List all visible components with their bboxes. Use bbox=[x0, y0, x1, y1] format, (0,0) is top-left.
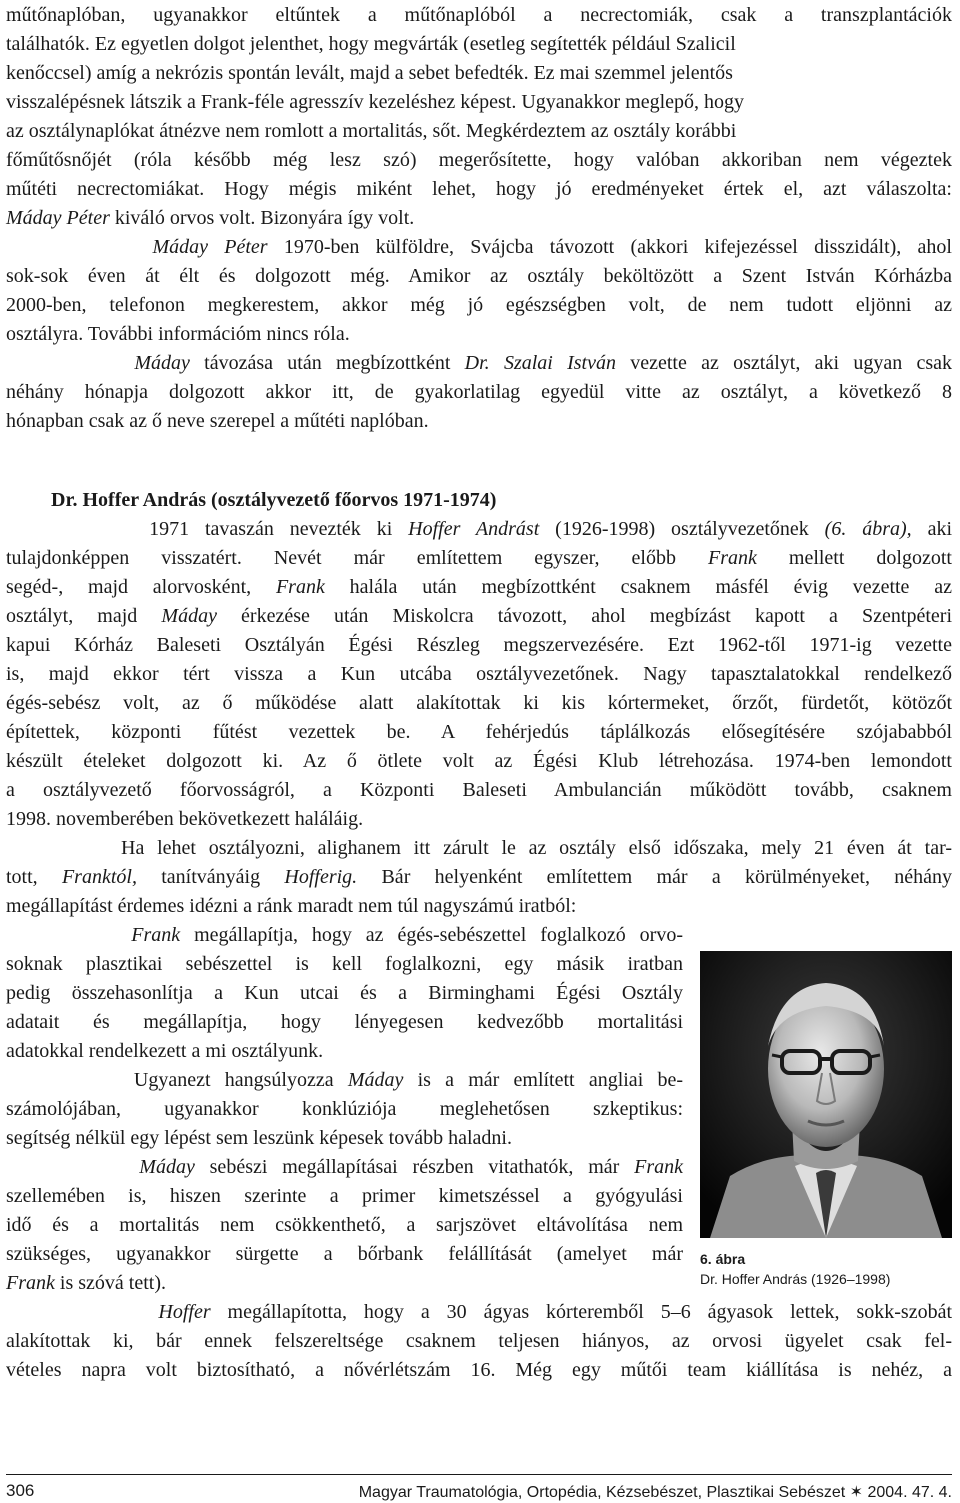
text-run: a osztályvezető főorvosságról, a Központi Baleseti Ambulancián működött tovább, csaknem bbox=[6, 779, 952, 801]
text-line bbox=[6, 406, 952, 436]
text-line bbox=[6, 891, 952, 921]
portrait-photo-icon bbox=[700, 951, 952, 1238]
text-line bbox=[6, 717, 952, 747]
text-line bbox=[6, 1123, 683, 1153]
text-run: néhány hónapja dolgozott akkor itt, de gyakorlatilag egyedül vitte az osztályt, a következő 8 bbox=[6, 381, 952, 403]
text-run: készült ételeket dolgozott ki. Az ő ötlete volt az Égési Klub létrehozása. 1974-ben lemondott bbox=[6, 750, 952, 772]
text-run: pedig összehasonlítja a Kun utcai és a Birminghami Égési Osztály bbox=[6, 982, 683, 1004]
italic-name-run: Frank bbox=[275, 576, 325, 598]
text-run: távozása után megbízottként bbox=[189, 352, 465, 374]
text-run: kenőccsel) amíg a nekrózis spontán levált, majd a sebet befedték. Ez mai szemmel jelentős bbox=[6, 62, 733, 84]
text-run: adatokkal rendelkezett a mi osztályunk. bbox=[6, 1040, 324, 1062]
text-run: aki bbox=[911, 518, 953, 540]
text-run: mellett dolgozott bbox=[756, 547, 952, 569]
text-line bbox=[6, 116, 952, 146]
text-run: megállapította, hogy a 30 ágyas kórteremből 5–6 ágyasok lettek, sokk-szobát bbox=[210, 1301, 953, 1323]
text-run: tanítványáig bbox=[136, 866, 285, 888]
italic-name-run: (6. ábra), bbox=[824, 518, 912, 540]
text-run: sok-sok éven át élt és dolgozott még. Amikor az osztály beköltözött a Szent István Kórházba bbox=[6, 265, 952, 287]
text-run: 1971 tavaszán nevezték ki bbox=[6, 518, 409, 540]
text-run: visszalépésnek látszik a Frank-féle agresszív kezeléshez képest. Ugyanakkor meglepő, hogy bbox=[6, 91, 745, 113]
italic-name-run: Frank bbox=[634, 1156, 684, 1178]
text-run: számolójában, ugyanakkor konklúziója meglehetősen szkeptikus: bbox=[6, 1098, 683, 1120]
text-line bbox=[6, 601, 952, 631]
text-run: hónapban csak az ő neve szerepel a műtéti naplóban. bbox=[6, 410, 429, 432]
text-line bbox=[6, 949, 683, 979]
text-line bbox=[6, 514, 952, 544]
italic-name-run: Hofferig. bbox=[284, 866, 358, 888]
text-line bbox=[6, 1268, 683, 1298]
italic-name-run: Frank bbox=[131, 924, 181, 946]
italic-name-run: Hoffer Andrást bbox=[408, 518, 540, 540]
text-line bbox=[6, 174, 952, 204]
text-run: is a már említett angliai be- bbox=[403, 1069, 683, 1091]
text-run: segéd-, majd alorvosként, bbox=[6, 576, 276, 598]
text-line bbox=[6, 319, 952, 349]
text-line bbox=[6, 920, 683, 950]
text-line bbox=[6, 1007, 683, 1037]
italic-name-run: Máday Péter bbox=[6, 207, 110, 229]
text-line bbox=[6, 29, 952, 59]
italic-name-run: Máday Péter bbox=[152, 236, 268, 258]
journal-citation: Magyar Traumatológia, Ortopédia, Kézsebészet, Plasztikai Sebészet ✶ 2004. 47. 4. bbox=[358, 1484, 952, 1501]
text-run: adatait és megállapítja, hogy lényegesen kedvezőbb mortalitási bbox=[6, 1011, 683, 1033]
text-line bbox=[6, 1326, 952, 1356]
text-run: is szóvá tett). bbox=[54, 1272, 166, 1294]
text-run: idő és a mortalitás nem csökkenthető, a sarjszövet eltávolítása nem bbox=[6, 1214, 683, 1236]
text-run: osztályra. További információm nincs róla. bbox=[6, 323, 350, 345]
text-line bbox=[6, 377, 952, 407]
text-line bbox=[6, 348, 952, 378]
text-line bbox=[6, 1181, 683, 1211]
text-line bbox=[6, 862, 952, 892]
text-run: égés-sebész volt, az ő működése alatt alakítottak ki kis kórtermeket, őrzőt, fürdetőt, kötözőt bbox=[6, 692, 952, 714]
text-run: segítség nélkül egy lépést sem leszünk képesek tovább haladni. bbox=[6, 1127, 512, 1149]
text-line bbox=[6, 1094, 683, 1124]
text-run: megállapítást érdemes idézni a ránk maradt nem túl nagyszámú iratból: bbox=[6, 895, 577, 917]
figure-portrait bbox=[700, 951, 952, 1238]
text-run bbox=[6, 1156, 139, 1178]
italic-name-run: Dr. Szalai István bbox=[464, 352, 616, 374]
text-line bbox=[6, 145, 952, 175]
text-run: tulajdonképpen visszatért. Nevét már említettem egyszer, előbb bbox=[6, 547, 708, 569]
italic-name-run: Franktól, bbox=[61, 866, 137, 888]
text-run: is, majd ekkor tért vissza a Kun utcába osztályvezetőnek. Nagy tapasztalatokkal rendelkező bbox=[6, 663, 952, 685]
text-run bbox=[6, 1301, 158, 1323]
text-line bbox=[6, 1355, 952, 1385]
text-line bbox=[6, 1210, 683, 1240]
text-line bbox=[6, 688, 952, 718]
text-run: szükséges, ugyanakkor sürgette a bőrbank felállítását (amelyet már bbox=[6, 1243, 683, 1265]
text-run bbox=[6, 352, 134, 374]
text-run: műtőnaplóban, ugyanakkor eltűntek a műtőnaplóból a necrectomiák, csak a transzplantációk bbox=[6, 4, 952, 26]
section-heading bbox=[6, 485, 952, 515]
text-line bbox=[6, 1036, 683, 1066]
italic-name-run: Máday bbox=[161, 605, 217, 627]
text-run: alakítottak ki, bár ennek felszereltsége csaknem teljesen hiányos, az orvosi ügyelet csak fel- bbox=[6, 1330, 952, 1352]
text-run: 1970-ben külföldre, Svájcba távozott (akkori kifejezéssel disszidált), ahol bbox=[267, 236, 952, 258]
text-run: soknak plasztikai sebészettel is kell foglalkozni, egy másik iratban bbox=[6, 953, 683, 975]
italic-name-run: Máday bbox=[347, 1069, 404, 1091]
text-line bbox=[6, 1239, 683, 1269]
italic-name-run: Máday bbox=[134, 352, 190, 374]
italic-name-run: Frank bbox=[707, 547, 757, 569]
text-line bbox=[6, 833, 952, 863]
text-run: főműtősnőjét (róla később még lesz szó) megerősítette, hogy valóban akkoriban nem végeztek bbox=[6, 149, 952, 171]
text-line bbox=[6, 572, 952, 602]
text-run: tott, bbox=[6, 866, 62, 888]
text-run: halála után megbízottként csaknem másfél évig vezette az bbox=[324, 576, 952, 598]
text-line bbox=[6, 0, 952, 30]
text-run: érkezése után Miskolcra távozott, ahol megbízást kapott a Szentpéteri bbox=[216, 605, 952, 627]
text-run: sebészi megállapításai részben vitathatók, már bbox=[194, 1156, 635, 1178]
text-line bbox=[6, 261, 952, 291]
text-run: az osztálynaplókat átnézve nem romlott a mortalitás, sőt. Megkérdeztem az osztály korábbi bbox=[6, 120, 737, 142]
text-run: Dr. Hoffer András (osztályvezető főorvos 1971-1974) bbox=[6, 489, 497, 511]
text-line bbox=[6, 804, 952, 834]
text-run: osztályt, majd bbox=[6, 605, 162, 627]
text-line bbox=[6, 232, 952, 262]
text-run: építettek, központi fűtést vezettek be. A fehérjedús táplálkozás elősegítésére szójababból bbox=[6, 721, 952, 743]
text-line bbox=[6, 1152, 683, 1182]
text-line bbox=[6, 775, 952, 805]
text-run: találhatók. Ez egyetlen dolgot jelenthet, hogy megvárták (esetleg segítették például Szalicil bbox=[6, 33, 736, 55]
figure-caption: Dr. Hoffer András (1926–1998) bbox=[700, 1271, 891, 1287]
italic-name-run: Máday bbox=[139, 1156, 195, 1178]
text-run: Ha lehet osztályozni, alighanem itt zárult le az osztály első időszaka, mely 21 éven át tar- bbox=[6, 837, 952, 859]
text-line bbox=[6, 290, 952, 320]
text-line bbox=[6, 543, 952, 573]
figure-label: 6. ábra bbox=[700, 1251, 746, 1267]
text-line bbox=[6, 203, 952, 233]
text-run: megállapítja, hogy az égés-sebészettel foglalkozó orvo- bbox=[180, 924, 683, 946]
text-line bbox=[6, 978, 683, 1008]
footer-divider bbox=[6, 1474, 952, 1475]
text-line bbox=[6, 659, 952, 689]
text-run: Bár helyenként említettem már a körülményeket, néhány bbox=[357, 866, 953, 888]
italic-name-run: Frank bbox=[6, 1272, 55, 1294]
text-run: vezette az osztályt, aki ugyan csak bbox=[615, 352, 952, 374]
text-run: vételes napra volt biztosítható, a nővérlétszám 16. Még egy műtői team kiállítása is nehéz, a bbox=[6, 1359, 952, 1381]
text-run: kapui Kórház Baleseti Osztályán Égési Részleg megszervezésére. Ezt 1962-től 1971-ig vezette bbox=[6, 634, 952, 656]
text-run: kiváló orvos volt. Bizonyára így volt. bbox=[109, 207, 415, 229]
italic-name-run: Hoffer bbox=[158, 1301, 211, 1323]
text-line bbox=[6, 1297, 952, 1327]
text-run: (1926-1998) osztályvezetőnek bbox=[539, 518, 825, 540]
text-run: 1998. novemberében bekövetkezett haláláig. bbox=[6, 808, 364, 830]
text-run: szellemében is, hiszen szerinte a primer kimetszéssel a gyógyulási bbox=[6, 1185, 683, 1207]
text-line bbox=[6, 1065, 683, 1095]
text-run bbox=[6, 236, 152, 258]
text-run: 2000-ben, telefonon megkerestem, akkor még jó egészségben volt, de nem tudott eljönni az bbox=[6, 294, 952, 316]
text-run bbox=[6, 924, 131, 946]
page-number: 306 bbox=[6, 1481, 35, 1500]
text-line bbox=[6, 87, 952, 117]
text-run: Ugyanezt hangsúlyozza bbox=[6, 1069, 348, 1091]
text-line bbox=[6, 58, 952, 88]
text-run: műtéti necrectomiákat. Hogy mégis miként lehet, hogy jó eredményeket értek el, azt válaszolta: bbox=[6, 178, 952, 200]
text-line bbox=[6, 630, 952, 660]
text-line bbox=[6, 746, 952, 776]
